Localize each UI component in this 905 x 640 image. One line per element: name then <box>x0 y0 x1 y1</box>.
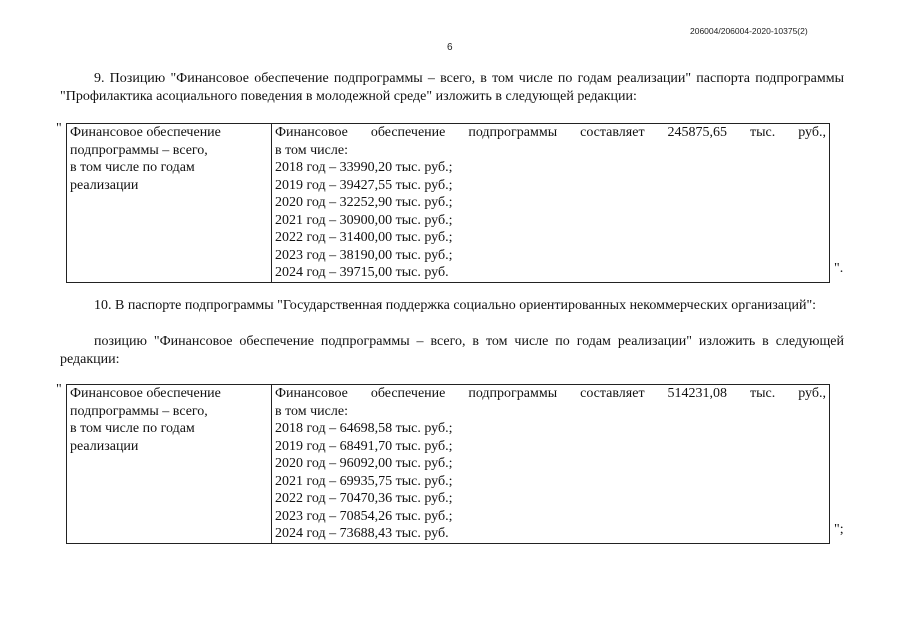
funding-line: 2024 год – 39715,00 тыс. руб. <box>275 265 449 280</box>
position-label-line: Финансовое обеспечение <box>70 386 221 401</box>
funding-line: 2022 год – 70470,36 тыс. руб.; <box>275 491 453 506</box>
position-label-line: подпрограммы – всего, <box>70 403 208 419</box>
funding-total: Финансовое обеспечение подпрограммы составляет 245875,65 тыс. руб., <box>275 125 826 140</box>
position-label-cell <box>67 124 272 283</box>
funding-line: 2024 год – 73688,43 тыс. руб. <box>275 526 449 541</box>
position-label-line: в том числе по годам <box>70 160 195 175</box>
funding-line: в том числе: <box>275 403 348 419</box>
funding-line: 2019 год – 39427,55 тыс. руб.; <box>275 177 453 193</box>
open-quote: " <box>56 382 62 397</box>
funding-line: 2019 год – 68491,70 тыс. руб.; <box>275 438 453 454</box>
funding-line: 2021 год – 69935,75 тыс. руб.; <box>275 473 453 489</box>
table-row <box>67 124 830 283</box>
item-10-subtext: позицию "Финансовое обеспечение подпрограммы – всего, в том числе по годам реализации" изложить в следующей редакции: <box>60 334 844 367</box>
item-9-text: 9. Позицию "Финансовое обеспечение подпрограммы – всего, в том числе по годам реализации" паспорта подпрограммы "Профилактика асоциального поведения в молодежной среде" изложить в следующей редакции: <box>60 71 844 104</box>
funding-line: 2023 год – 38190,00 тыс. руб.; <box>275 247 453 263</box>
funding-cell <box>272 385 830 544</box>
position-label-line: реализации <box>70 438 139 454</box>
funding-line: в том числе: <box>275 142 348 158</box>
close-quote: "; <box>834 522 844 537</box>
funding-line: 2021 год – 30900,00 тыс. руб.; <box>275 212 453 228</box>
funding-total: Финансовое обеспечение подпрограммы составляет 514231,08 тыс. руб., <box>275 386 826 401</box>
funding-line: 2023 год – 70854,26 тыс. руб.; <box>275 508 453 524</box>
funding-cell <box>272 124 830 283</box>
close-quote: ". <box>834 261 844 276</box>
position-label-line: Финансовое обеспечение <box>70 125 221 140</box>
item-10-table <box>66 384 830 544</box>
position-label-cell <box>67 385 272 544</box>
funding-line: 2020 год – 32252,90 тыс. руб.; <box>275 195 453 210</box>
document-id: 206004/206004-2020-10375(2) <box>690 26 808 36</box>
open-quote: " <box>56 121 62 136</box>
item-10-text: 10. В паспорте подпрограммы "Государственная поддержка социально ориентированных некоммерческих организаций": <box>94 298 817 313</box>
funding-line: 2018 год – 64698,58 тыс. руб.; <box>275 421 453 436</box>
page-number: 6 <box>447 42 453 53</box>
table-row <box>67 385 830 544</box>
funding-line: 2020 год – 96092,00 тыс. руб.; <box>275 456 453 471</box>
position-label-line: реализации <box>70 177 139 193</box>
position-label-line: подпрограммы – всего, <box>70 142 208 158</box>
item-9-block <box>56 123 846 283</box>
funding-line: 2018 год – 33990,20 тыс. руб.; <box>275 160 453 175</box>
item-10-block <box>56 384 846 544</box>
funding-line: 2022 год – 31400,00 тыс. руб.; <box>275 230 453 245</box>
position-label-line: в том числе по годам <box>70 421 195 436</box>
item-9-table <box>66 123 830 283</box>
